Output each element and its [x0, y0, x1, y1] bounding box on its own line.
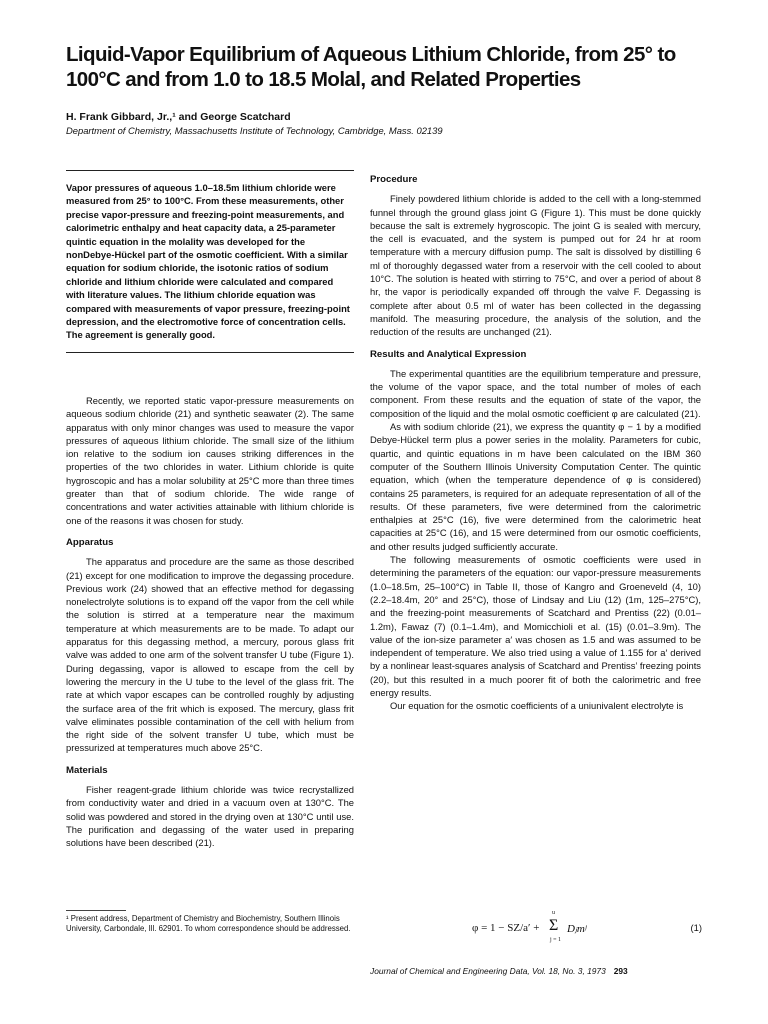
footnote: ¹ Present address, Department of Chemistry and Biochemistry, Southern Illinois University, Carbondale, Ill. 62901. To whom correspondence should be addressed.	[66, 914, 351, 933]
apparatus-paragraph: The apparatus and procedure are the same as those described (21) except for one modification to improve the degassing procedure. Previous work (24) showed that an effective method for degassing nonelectrolyte solutions is to expand off the vapor from the cell while the solution is stirred at a temperature near the maximum temperature at which measurements are to be made. To adapt our apparatus for this degassing method, a mercury, porous glass frit valve was added to one arm of the solvent transfer U tube (Figure 1). During degassing, vapor is allowed to escape from the cell by lowering the mercury in the U tube to the level of the glass frit. The rate at which vapor escapes can be controlled roughly by adjusting the surface area of the frit which is exposed. The mercury, glass frit valve eliminates possible contamination of the cell with helium from the right side of the solvent transfer U tube, which must be pressurized at temperatures much above 25°C.	[66, 556, 354, 754]
page-number: 293	[613, 966, 628, 976]
affiliation: Department of Chemistry, Massachusetts Institute of Technology, Cambridge, Mass. 02139	[66, 125, 443, 136]
intro-paragraph: Recently, we reported static vapor-pressure measurements on aqueous sodium chloride (21) and synthetic seawater (2). The same apparatus with only minor changes was used to measure the vapor pressures of aqueous lithium chloride. The small size of the lithium ion relative to the sodium ion causes striking differences in the properties of the two chlorides in water. Lithium chloride is quite hygroscopic and has a molar solubility at 25°C more than three times greater than that of sodium chloride. The wide range of concentrations and water activities attainable with lithium chloride is one of the reasons it was chosen for study.	[66, 395, 354, 526]
journal-footer	[370, 966, 701, 976]
procedure-heading: Procedure	[370, 174, 418, 185]
results-paragraph-3: The following measurements of osmotic coefficients were used in determining the parameters of the equation: our vapor-pressure measurements (1.0–18.5m, 25–100°C) in Table II, those of Kangro and Groeneveld (4, 10) (2.2–18.4m, 20° and 25°C), those of Lindsay and Liu (12) (1m, 125–275°C), and the freezing-point measurements of Scatchard and Prentiss (22) (0.01–1.2m), Fawaz (7) (0.1–1.4m), and Momicchioli et al. (15) (0.01–3.9m). The value of the ion-size parameter a′ was chosen as 1.5 and was assumed to be independent of temperature. We also tried using a value of 1.155 for a′ derived by a nonlinear least-squares analysis of Scatchard and Prentiss’ freezing points (20), but this resulted in a much poorer fit of both the calorimetric and free energy results.	[370, 554, 701, 698]
results-paragraph-1: The experimental quantities are the equilibrium temperature and pressure, the volume of the vapor space, and the total number of moles of each component. From these results and the equation of state of the vapor, the composition of the liquid and the molal osmotic coefficient φ are calculated (21).	[370, 367, 701, 419]
equation-main: φ = 1 − SZ/a′ +	[472, 922, 540, 934]
results-heading: Results and Analytical Expression	[370, 348, 527, 360]
footnote-rule	[66, 910, 126, 911]
left-column	[66, 394, 354, 850]
abstract	[66, 170, 354, 353]
summation-symbol: Σ	[549, 917, 559, 934]
materials-paragraph: Fisher reagent-grade lithium chloride was twice recrystallized from conductivity water and dried in a vacuum oven at 130°C. The solid was powdered and stored in the drying oven at 130°C until use. The purification and degassing of the water used in preparing solutions have been described (21).	[66, 784, 354, 849]
authors: H. Frank Gibbard, Jr.,¹ and George Scatchard	[66, 111, 291, 123]
materials-heading: Materials	[66, 764, 108, 776]
summation-lower-limit: j = 1	[550, 937, 562, 943]
summation-upper-limit: u	[552, 910, 555, 916]
procedure-paragraph: Finely powdered lithium chloride is added to the cell with a long-stemmed funnel through the ground glass joint G (Figure 1). This must be done quickly because the salt is extremely hygroscopic. The joint G is sealed with mercury, the cell is evacuated, and the system is pumped out for 24 hr at room temperature with a mercury diffusion pump. The salt is dissolved by distilling 6 ml of thoroughly degassed water from a reservoir with the cell cooled to about 10°C. The solution is heated with stirring to 75°C, and over a period of about 8 hr, the vapor is periodically expanded off through the valve F. Degassing is complete after about 0.5 ml of water has been collected in the degassing manifold. The measuring procedure, the analysis of the solution, and the reduction of the results are unchanged (21).	[370, 193, 701, 338]
journal-citation: Journal of Chemical and Engineering Data, Vol. 18, No. 3, 1973	[370, 966, 606, 976]
equation-1	[472, 910, 702, 950]
abstract-text: Vapor pressures of aqueous 1.0–18.5m lithium chloride were measured from 25° to 100°C. From these measurements, other precise vapor-pressure and freezing-point measurements, and calorimetric enthalpy and heat capacity data, a 25-parameter quintic equation in the molality was developed for the nonDebye-Hückel part of the osmotic coefficient. With a similar equation for sodium chloride, the isotonic ratios of sodium chloride and lithium chloride were calculated and compared with literature values. The lithium chloride equation was compared with measurements of vapor pressure, freezing-point depression, and the electromotive force of concentration cells. The agreement is generally good.	[66, 182, 350, 341]
equation-term: Dⱼmʲ	[567, 923, 587, 935]
right-column	[370, 173, 701, 713]
results-paragraph-4: Our equation for the osmotic coefficients of a uniunivalent electrolyte is	[390, 700, 684, 712]
apparatus-heading: Apparatus	[66, 536, 114, 548]
equation-number: (1)	[690, 922, 702, 933]
paper-title: Liquid-Vapor Equilibrium of Aqueous Lithium Chloride, from 25° to 100°C and from 1.0 to 18.5 Molal, and Related Properties	[66, 43, 676, 91]
results-paragraph-2: As with sodium chloride (21), we express the quantity φ − 1 by a modified Debye-Hückel term plus a power series in the molality. Parameters for cubic, quartic, and quintic equations in m have been calculated on the IBM 360 computer of the Southern Illinois University Computation Center. The quintic equation, which (when the temperature dependence of φ is considered) contains 25 parameters, is required for an adequate representation of all of the results. Of these parameters, five were determined from the calorimetric enthalpies at 25°C (16), five were determined from the calorimetric heat capacities at 25°C (16), and 15 were determined from our osmotic coefficients, and other results judged sufficiently accurate.	[370, 421, 701, 552]
